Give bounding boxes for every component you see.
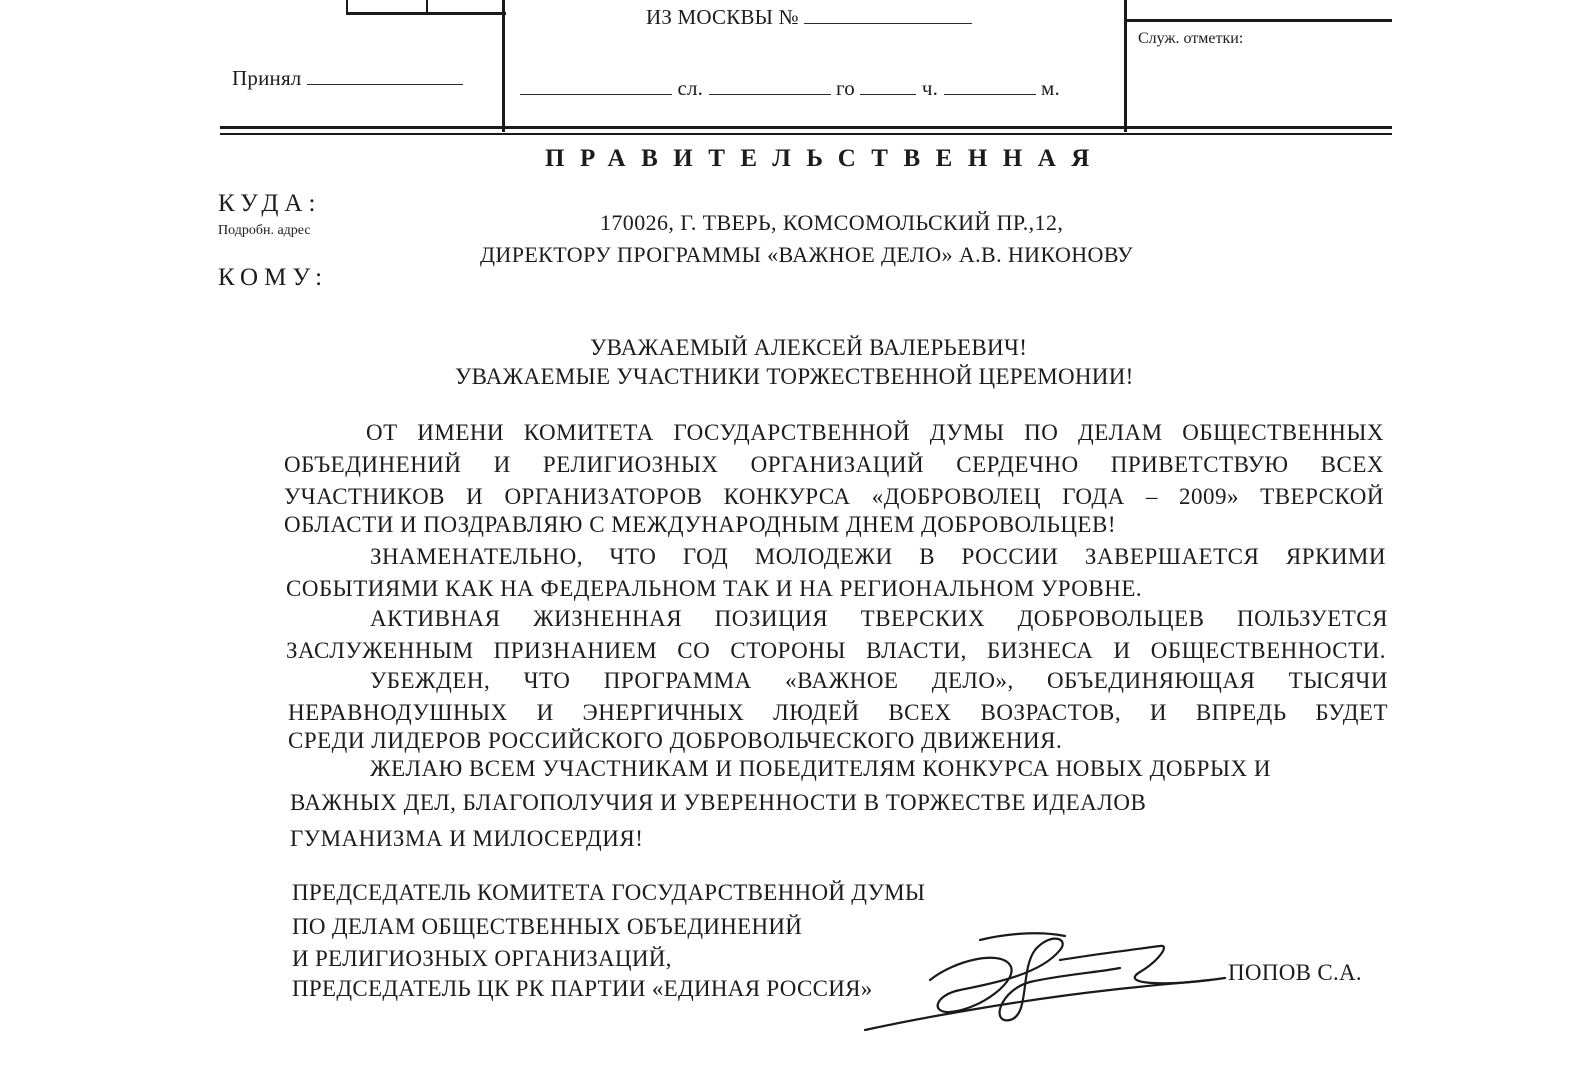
field-m-label: м. bbox=[1041, 76, 1060, 100]
where-sub-label: Подробн. адрес bbox=[218, 223, 311, 238]
field-h-label: ч. bbox=[921, 76, 939, 100]
signature-line-4: ПРЕДСЕДАТЕЛЬ ЦК РК ПАРТИИ «ЕДИНАЯ РОССИЯ» bbox=[292, 976, 873, 1001]
body-line: ГУМАНИЗМА И МИЛОСЕРДИЯ! bbox=[290, 826, 644, 851]
body-line: ОБЪЕДИНЕНИЙ И РЕЛИГИОЗНЫХ ОРГАНИЗАЦИЙ СЕРДЕЧНО ПРИВЕТСТВУЮ ВСЕХ bbox=[284, 452, 1384, 477]
received-field bbox=[232, 66, 463, 91]
signature-line-3: И РЕЛИГИОЗНЫХ ОРГАНИЗАЦИЙ, bbox=[292, 946, 672, 971]
body-line: УЧАСТНИКОВ И ОРГАНИЗАТОРОВ КОНКУРСА «ДОБРОВОЛЕЦ ГОДА – 2009» ТВЕРСКОЙ bbox=[284, 484, 1384, 509]
body-line: ОБЛАСТИ И ПОЗДРАВЛЯЮ С МЕЖДУНАРОДНЫМ ДНЕМ ДОБРОВОЛЬЦЕВ! bbox=[284, 512, 1116, 537]
body-line: СОБЫТИЯМИ КАК НА ФЕДЕРАЛЬНОМ ТАК И НА РЕГИОНАЛЬНОМ УРОВНЕ. bbox=[286, 576, 1143, 601]
body-line: ЗНАМЕНАТЕЛЬНО, ЧТО ГОД МОЛОДЕЖИ В РОССИИ ЗАВЕРШАЕТСЯ ЯРКИМИ bbox=[370, 544, 1386, 569]
field-go-label: го bbox=[836, 76, 856, 100]
body-line: АКТИВНАЯ ЖИЗНЕННАЯ ПОЗИЦИЯ ТВЕРСКИХ ДОБРОВОЛЬЦЕВ ПОЛЬЗУЕТСЯ bbox=[370, 606, 1388, 631]
greeting-line-2: УВАЖАЕМЫЕ УЧАСТНИКИ ТОРЖЕСТВЕННОЙ ЦЕРЕМОНИИ! bbox=[455, 364, 1134, 389]
signature-line-1: ПРЕДСЕДАТЕЛЬ КОМИТЕТА ГОСУДАРСТВЕННОЙ ДУМЫ bbox=[292, 880, 926, 905]
body-line: НЕРАВНОДУШНЫХ И ЭНЕРГИЧНЫХ ЛЮДЕЙ ВСЕХ ВОЗРАСТОВ, И ВПРЕДЬ БУДЕТ bbox=[288, 700, 1388, 725]
signature-line-2: ПО ДЕЛАМ ОБЩЕСТВЕННЫХ ОБЪЕДИНЕНИЙ bbox=[292, 914, 803, 939]
body-line: ОТ ИМЕНИ КОМИТЕТА ГОСУДАРСТВЕННОЙ ДУМЫ ПО ДЕЛАМ ОБЩЕСТВЕННЫХ bbox=[366, 420, 1384, 445]
address-line-2: ДИРЕКТОРУ ПРОГРАММЫ «ВАЖНОЕ ДЕЛО» А.В. НИКОНОВУ bbox=[480, 242, 1134, 267]
body-line: ЖЕЛАЮ ВСЕМ УЧАСТНИКАМ И ПОБЕДИТЕЛЯМ КОНКУРСА НОВЫХ ДОБРЫХ И bbox=[370, 756, 1271, 781]
from-moscow-field bbox=[646, 5, 972, 30]
whom-label: КОМУ: bbox=[218, 264, 329, 291]
body-line: ВАЖНЫХ ДЕЛ, БЛАГОПОЛУЧИЯ И УВЕРЕННОСТИ В ТОРЖЕСТВЕ ИДЕАЛОВ bbox=[290, 790, 1147, 815]
field-sl-label: сл. bbox=[677, 76, 704, 100]
handwritten-signature bbox=[860, 920, 1240, 1040]
where-label: КУДА: bbox=[218, 190, 322, 217]
body-line: СРЕДИ ЛИДЕРОВ РОССИЙСКОГО ДОБРОВОЛЬЧЕСКОГО ДВИЖЕНИЯ. bbox=[288, 728, 1063, 753]
service-marks-label: Служ. отметки: bbox=[1138, 30, 1244, 47]
form-title: ПРАВИТЕЛЬСТВЕННАЯ bbox=[545, 145, 1105, 172]
address-line-1: 170026, Г. ТВЕРЬ, КОМСОМОЛЬСКИЙ ПР.,12, bbox=[600, 210, 1064, 235]
greeting-line-1: УВАЖАЕМЫЙ АЛЕКСЕЙ ВАЛЕРЬЕВИЧ! bbox=[590, 335, 1028, 360]
received-label: Принял bbox=[232, 66, 302, 90]
signer-name: ПОПОВ С.А. bbox=[1228, 960, 1362, 985]
date-time-field bbox=[520, 76, 1060, 101]
from-moscow-label: ИЗ МОСКВЫ № bbox=[646, 5, 799, 29]
body-line: ЗАСЛУЖЕННЫМ ПРИЗНАНИЕМ СО СТОРОНЫ ВЛАСТИ, БИЗНЕСА И ОБЩЕСТВЕННОСТИ. bbox=[286, 638, 1386, 663]
body-line: УБЕЖДЕН, ЧТО ПРОГРАММА «ВАЖНОЕ ДЕЛО», ОБЪЕДИНЯЮЩАЯ ТЫСЯЧИ bbox=[370, 668, 1388, 693]
